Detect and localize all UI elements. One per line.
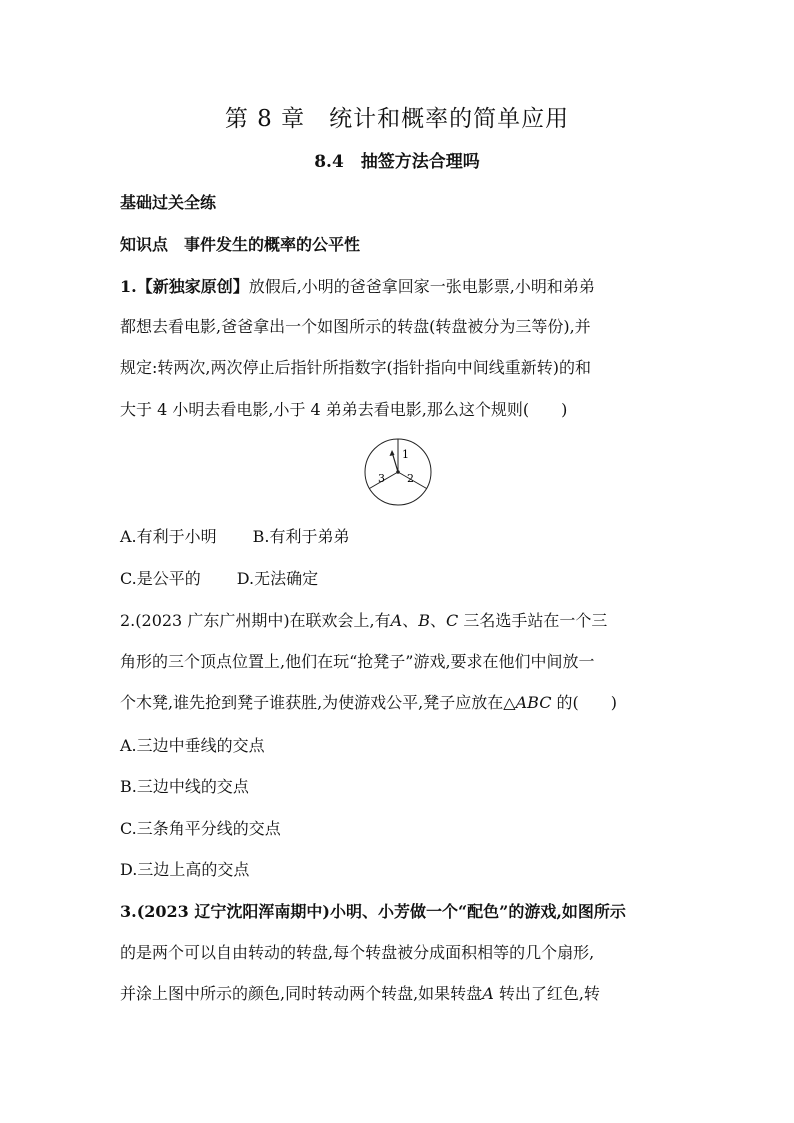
q1-tag: 【新独家原创】 — [136, 277, 249, 296]
q1-options-row-2 — [120, 566, 680, 589]
q3-text-3b: 转出了红色,转 — [493, 984, 600, 1003]
q1-text-1: 放假后,小明的爸爸拿回家一张电影票,小明和弟弟 — [248, 277, 595, 296]
q3-line-3 — [120, 981, 680, 1004]
q1-line-2: 都想去看电影,爸爸拿出一个如图所示的转盘(转盘被分为三等份),并 — [120, 317, 591, 336]
spinner-label-2: 2 — [407, 472, 414, 485]
q2-var-b: B — [418, 611, 430, 630]
section-title: 8.4 抽签方法合理吗 — [314, 152, 480, 172]
q2-option-c[interactable]: C.三条角平分线的交点 — [120, 819, 281, 838]
q1-option-b[interactable]: B.有利于弟弟 — [252, 527, 350, 546]
q3-text-1: 3.(2023 辽宁沈阳浑南期中)小明、小芳做一个“配色”的游戏,如图所示 — [120, 902, 626, 921]
q1-option-d[interactable]: D.无法确定 — [236, 569, 319, 588]
q1-line-4: 大于 4 小明去看电影,小于 4 弟弟去看电影,那么这个规则( ) — [120, 400, 568, 419]
q2-option-b[interactable]: B.三边中线的交点 — [120, 777, 249, 796]
q3-line-1 — [120, 899, 680, 922]
q2-text-1b: 三名选手站在一个三 — [458, 611, 608, 630]
q1-option-c[interactable]: C.是公平的 — [120, 569, 201, 588]
q2-line-3 — [120, 690, 680, 713]
knowledge-point-heading: 知识点 事件发生的概率的公平性 — [120, 235, 361, 254]
spinner-figure — [363, 437, 433, 507]
q2-text-3b: 的( ) — [551, 693, 618, 712]
spinner-label-1: 1 — [402, 448, 409, 461]
q2-var-c: C — [446, 611, 459, 630]
q2-line-2: 角形的三个顶点位置上,他们在玩“抢凳子”游戏,要求在他们中间放一 — [120, 652, 595, 671]
q2-text-3a: 个木凳,谁先抢到凳子谁获胜,为使游戏公平,凳子应放在△ — [120, 693, 516, 712]
q2-var-abc: ABC — [515, 693, 552, 712]
q2-line-1 — [120, 608, 680, 631]
q1-options-row-1 — [120, 524, 680, 547]
q2-sep-1: 、 — [402, 611, 419, 630]
q1-option-a[interactable]: A.有利于小明 — [120, 527, 217, 546]
q3-text-3a: 并涂上图中所示的颜色,同时转动两个转盘,如果转盘 — [120, 984, 483, 1003]
q2-option-d[interactable]: D.三边上高的交点 — [120, 860, 250, 879]
q2-text-1a: 2.(2023 广东广州期中)在联欢会上,有 — [120, 611, 391, 630]
q1-number: 1. — [120, 277, 137, 296]
chapter-title: 第 8 章 统计和概率的简单应用 — [224, 106, 570, 132]
q2-sep-2: 、 — [430, 611, 447, 630]
spinner-label-3: 3 — [378, 472, 385, 485]
spinner-pointer-arrow — [390, 450, 395, 456]
q2-var-a: A — [390, 611, 403, 630]
spinner-center — [396, 470, 400, 474]
practice-heading: 基础过关全练 — [120, 193, 217, 212]
q1-line-3: 规定:转两次,两次停止后指针所指数字(指针指向中间线重新转)的和 — [120, 358, 591, 377]
q3-var-a: A — [482, 984, 494, 1003]
q1-line-1 — [120, 274, 680, 297]
q3-line-2: 的是两个可以自由转动的转盘,每个转盘被分成面积相等的几个扇形, — [120, 943, 595, 962]
q2-option-a[interactable]: A.三边中垂线的交点 — [120, 736, 265, 755]
